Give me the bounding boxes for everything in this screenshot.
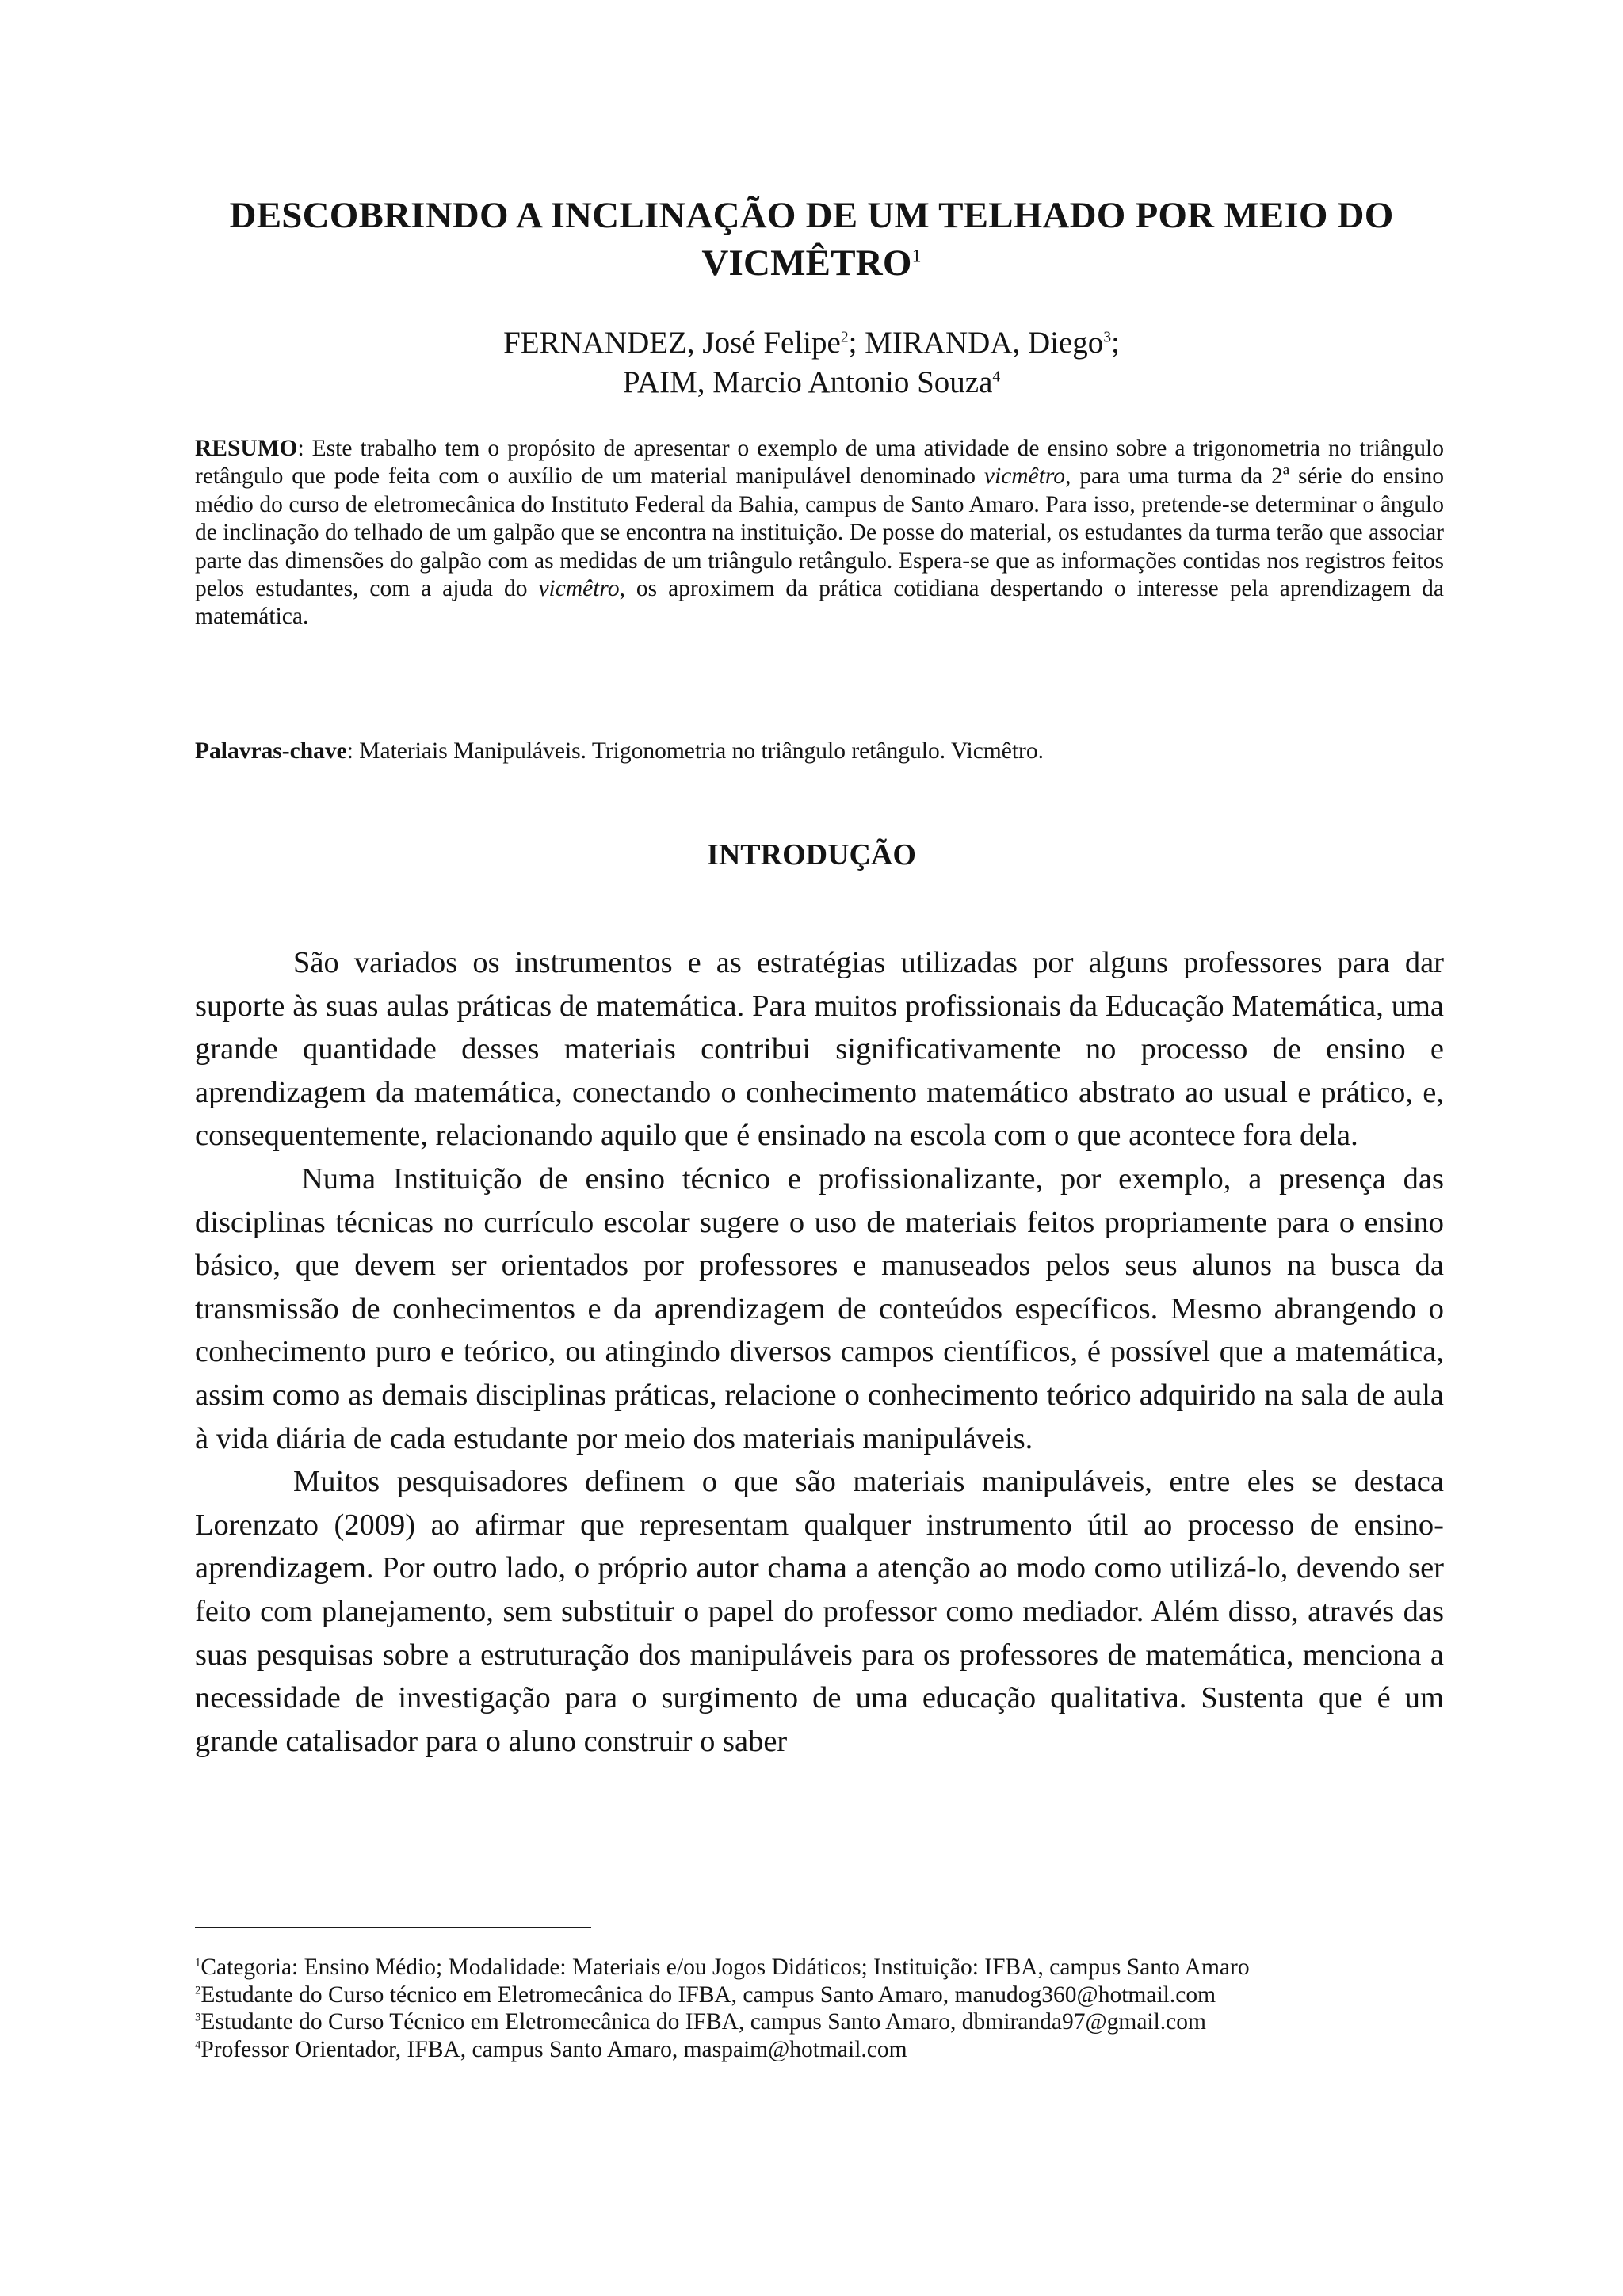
body-paragraph: Muitos pesquisadores definem o que são materiais manipuláveis, entre eles se destaca Lorenzato (2009) ao afirmar que representam qualquer instrumento útil ao processo de ensino-aprendizagem. Por outro lado, o próprio autor chama a atenção ao modo como utilizá-lo, devendo ser feito com planejamento, sem substituir o papel do professor como mediador. Além disso, através das suas pesquisas sobre a estruturação dos manipuláveis para os professores de matemática, menciona a necessidade de investigação para o surgimento de uma educação qualitativa. Sustenta que é um grande catalisador para o aluno construir o saber — [195, 1465, 1444, 1758]
abstract — [195, 435, 1444, 631]
author-footnote-mark: 4 — [992, 368, 1001, 386]
author-name: FERNANDEZ, José Felipe — [503, 326, 841, 360]
title-line-2 — [158, 239, 1465, 287]
footnote-mark: 4 — [195, 2039, 201, 2052]
footnote — [195, 2008, 1479, 2036]
author-name: PAIM, Marcio Antonio Souza — [622, 365, 993, 399]
abstract-text: , para uma turma da 2ª série do ensino médio do curso de eletromecânica do Instituto Federal da Bahia, campus de Santo Amaro. Para isso, pretende-se determinar o ângulo de inclinação do telhado de um galpão que se encontra na instituição. De posse do material, os estudantes da turma terão que associar parte das dimensões do galpão com as medidas de um triângulo retângulo. Espera-se que as informações contidas nos registros feitos pelos estudantes, com a ajuda do — [195, 463, 1444, 602]
title-line-1: DESCOBRINDO A INCLINAÇÃO DE UM TELHADO POR MEIO DO — [229, 195, 1394, 236]
body-paragraph: São variados os instrumentos e as estratégias utilizadas por alguns professores para dar suporte às suas aulas práticas de matemática. Para muitos profissionais da Educação Matemática, uma grande quantidade desses materiais contribui significativamente no processo de ensino e aprendizagem da matemática, conectando o conhecimento matemático abstrato ao usual e prático, e, consequentemente, relacionando aquilo que é ensinado na escola com o que acontece fora dela. — [195, 946, 1444, 1153]
body-text — [195, 941, 1444, 1763]
author-footnote-mark: 3 — [1103, 329, 1112, 346]
authors-line-2 — [158, 363, 1465, 402]
author-separator: ; — [1111, 326, 1120, 360]
section-heading: INTRODUÇÃO — [707, 838, 916, 871]
footnotes — [195, 1954, 1479, 2063]
paper-title — [158, 192, 1465, 287]
abstract-label: RESUMO — [195, 436, 298, 461]
abstract-term: vicmêtro — [538, 576, 620, 602]
footnote-mark: 1 — [195, 1956, 201, 1970]
footnote-mark: 2 — [195, 1984, 201, 1997]
footnote — [195, 1954, 1479, 1981]
author-name: MIRANDA, Diego — [865, 326, 1104, 360]
footnote-text: Estudante do Curso Técnico em Eletromecânica do IFBA, campus Santo Amaro, dbmiranda97@gmail.com — [200, 2009, 1206, 2035]
title-line-2-text: VICMÊTRO — [701, 242, 912, 284]
abstract-text: : Este trabalho tem o propósito de apresentar o exemplo de uma atividade de ensino sobre a trigonometria no triângulo retângulo que pode feita com o auxílio de um material manipulável denominado — [195, 436, 1444, 490]
keywords — [195, 737, 1444, 765]
author-list — [158, 323, 1465, 402]
author-footnote-mark: 2 — [840, 329, 849, 346]
footnote-separator — [195, 1927, 591, 1928]
footnote — [195, 2036, 1479, 2064]
author-separator: ; — [848, 326, 865, 360]
footnote-text: Categoria: Ensino Médio; Modalidade: Materiais e/ou Jogos Didáticos; Instituição: IFBA, campus Santo Amaro — [200, 1955, 1250, 1980]
keywords-text: : Materiais Manipuláveis. Trigonometria no triângulo retângulo. Vicmêtro. — [346, 738, 1044, 764]
footnote — [195, 1981, 1479, 2009]
title-footnote-mark: 1 — [911, 246, 922, 267]
footnote-text: Estudante do Curso técnico em Eletromecânica do IFBA, campus Santo Amaro, manudog360@hotmail.com — [200, 1981, 1216, 2008]
authors-line-1 — [158, 323, 1465, 363]
footnote-text: Professor Orientador, IFBA, campus Santo Amaro, maspaim@hotmail.com — [200, 2036, 907, 2062]
body-paragraph: Numa Instituição de ensino técnico e profissionalizante, por exemplo, a presença das disciplinas técnicas no currículo escolar sugere o uso de materiais feitos propriamente para o ensino básico, que devem ser orientados por professores e manuseados pelos seus alunos na busca da transmissão de conhecimentos e da aprendizagem de conteúdos específicos. Mesmo abrangendo o conhecimento puro e teórico, ou atingindo diversos campos científicos, é possível que a matemática, assim como as demais disciplinas práticas, relacione o conhecimento teórico adquirido na sala de aula à vida diária de cada estudante por meio dos materiais manipuláveis. — [195, 1161, 1444, 1455]
abstract-text: , os aproximem da prática cotidiana despertando o interesse pela aprendizagem da matemática. — [195, 576, 1445, 630]
abstract-term: vicmêtro — [983, 463, 1066, 490]
keywords-label: Palavras-chave — [195, 738, 347, 764]
footnote-mark: 3 — [195, 2011, 201, 2024]
